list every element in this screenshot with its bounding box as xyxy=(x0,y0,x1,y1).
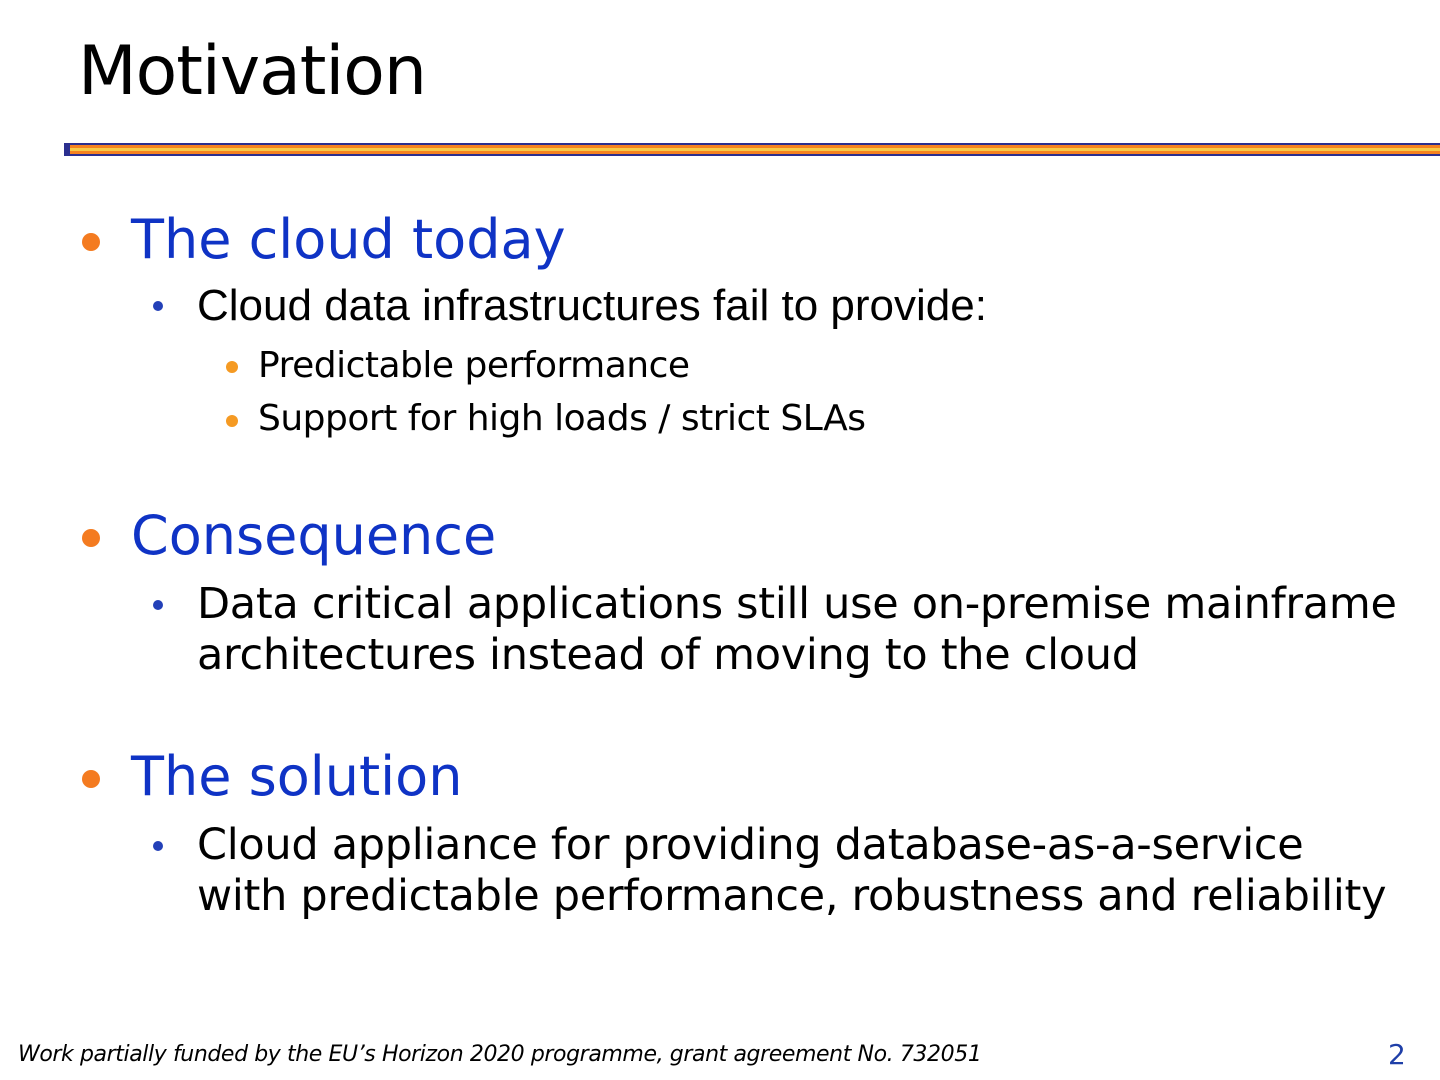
section-bullet xyxy=(82,770,100,788)
subitem-bullet xyxy=(226,361,238,373)
funding-footnote: Work partially funded by the EU’s Horizon 2020 programme, grant agreement No. 732051 xyxy=(18,1042,982,1067)
item-text-line-1: Data critical applications still use on-premise mainframe xyxy=(197,579,1397,629)
title-divider xyxy=(64,143,1440,157)
section-heading-consequence: Consequence xyxy=(131,504,497,567)
item-text-line-2: with predictable performance, robustness and reliability xyxy=(197,871,1387,921)
item-bullet xyxy=(153,600,163,610)
item-text-line-2: architectures instead of moving to the cloud xyxy=(197,630,1139,680)
item-bullet xyxy=(153,841,163,851)
section-heading-solution: The solution xyxy=(131,745,463,808)
page-number: 2 xyxy=(1388,1038,1406,1071)
section-bullet xyxy=(82,529,100,547)
section-heading-cloud-today: The cloud today xyxy=(131,208,566,271)
title-divider-bottom-line xyxy=(64,154,1440,156)
subitem-text: Support for high loads / strict SLAs xyxy=(258,398,866,439)
subitem-bullet xyxy=(226,415,238,427)
item-bullet xyxy=(153,301,163,311)
item-text: Cloud data infrastructures fail to provide: xyxy=(197,281,987,330)
title-divider-end-cap xyxy=(64,143,70,156)
subitem-text: Predictable performance xyxy=(258,345,690,386)
item-text-line-1: Cloud appliance for providing database-as-a-service xyxy=(197,820,1304,870)
section-bullet xyxy=(82,233,100,251)
slide-title: Motivation xyxy=(78,32,426,111)
